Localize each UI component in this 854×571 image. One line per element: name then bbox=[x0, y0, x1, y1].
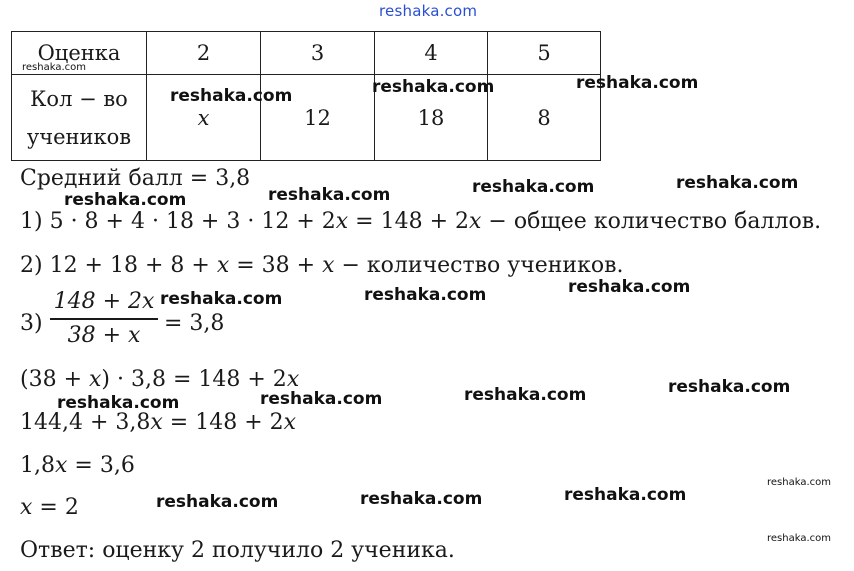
cell-grade: 5 bbox=[488, 32, 601, 75]
equation-1 bbox=[20, 367, 299, 392]
cell-grade: 4 bbox=[375, 32, 488, 75]
fraction-denominator: 38 + x bbox=[67, 323, 141, 348]
watermark: reshaka.com bbox=[170, 86, 293, 106]
watermark: reshaka.com bbox=[472, 177, 595, 197]
fraction-bar bbox=[50, 318, 158, 320]
eq2-a: 144,4 + 3,8 bbox=[20, 410, 151, 435]
cell-count: 8 bbox=[488, 75, 601, 161]
watermark: reshaka.com bbox=[676, 173, 799, 193]
cell-grade: 2 bbox=[147, 32, 261, 75]
watermark-small: reshaka.com bbox=[767, 533, 831, 544]
step-1-suffix: − общее количество баллов. bbox=[481, 209, 822, 234]
watermark: reshaka.com bbox=[564, 485, 687, 505]
table-row-counts bbox=[12, 75, 601, 161]
eq1-b: ) · 3,8 = 148 + 2 bbox=[101, 367, 287, 392]
watermark: reshaka.com bbox=[268, 185, 391, 205]
cell-watermark: reshaka.com bbox=[22, 62, 86, 73]
eq3-a: 1,8 bbox=[20, 453, 55, 478]
equation-2 bbox=[20, 410, 296, 435]
cell-label-count bbox=[12, 75, 147, 161]
cell-label-grade bbox=[12, 32, 147, 75]
label-count-line1: Кол − во bbox=[30, 86, 128, 111]
watermark: reshaka.com bbox=[360, 489, 483, 509]
step-3-fraction bbox=[48, 288, 160, 350]
var-x: x bbox=[335, 209, 349, 234]
var-x: x bbox=[286, 367, 300, 392]
cell-count: 12 bbox=[261, 75, 375, 161]
step-2-mid: = 38 + bbox=[229, 253, 323, 278]
step-2 bbox=[20, 253, 623, 278]
average-line: Средний балл = 3,8 bbox=[20, 166, 251, 191]
table-row-grades bbox=[12, 32, 601, 75]
watermark: reshaka.com bbox=[568, 277, 691, 297]
eq2-b: = 148 + 2 bbox=[162, 410, 284, 435]
watermark: reshaka.com bbox=[64, 190, 187, 210]
step-3-rhs: = 3,8 bbox=[164, 311, 225, 336]
step-2-suffix: − количество учеников. bbox=[334, 253, 624, 278]
watermark: reshaka.com bbox=[464, 385, 587, 405]
watermark: reshaka.com bbox=[260, 389, 383, 409]
eq1-a: (38 + bbox=[20, 367, 89, 392]
equation-3 bbox=[20, 453, 135, 478]
equation-4 bbox=[20, 495, 79, 520]
step-2-prefix: 2) 12 + 18 + 8 + bbox=[20, 253, 217, 278]
label-count-line2: учеников bbox=[26, 124, 132, 149]
watermark: reshaka.com bbox=[372, 77, 495, 97]
header-watermark: reshaka.com bbox=[379, 2, 478, 20]
cell-grade: 3 bbox=[261, 32, 375, 75]
var-x: x bbox=[55, 453, 68, 478]
watermark-small: reshaka.com bbox=[767, 477, 831, 488]
var-x: x bbox=[283, 410, 297, 435]
step-1-prefix: 1) 5 · 8 + 4 · 18 + 3 · 12 + 2 bbox=[20, 209, 336, 234]
answer-line: Ответ: оценку 2 получило 2 ученика. bbox=[20, 538, 455, 563]
var-x: x bbox=[150, 410, 163, 435]
var-x: x bbox=[20, 495, 33, 520]
var-x: x bbox=[322, 253, 335, 278]
step-1 bbox=[20, 209, 821, 234]
watermark: reshaka.com bbox=[576, 73, 699, 93]
cell-count: x bbox=[147, 75, 261, 161]
var-x: x bbox=[216, 253, 230, 278]
watermark: reshaka.com bbox=[156, 492, 279, 512]
cell-count: 18 bbox=[375, 75, 488, 161]
fraction-numerator: 148 + 2x bbox=[53, 289, 155, 314]
grades-table bbox=[11, 31, 601, 161]
watermark: reshaka.com bbox=[364, 285, 487, 305]
watermark: reshaka.com bbox=[57, 393, 180, 413]
watermark: reshaka.com bbox=[668, 377, 791, 397]
step-1-mid: = 148 + 2 bbox=[348, 209, 469, 234]
label-grade: Оценка bbox=[37, 41, 121, 65]
watermark: reshaka.com bbox=[160, 289, 283, 309]
eq3-b: = 3,6 bbox=[67, 453, 135, 478]
eq4-b: = 2 bbox=[32, 495, 79, 520]
step-3-label: 3) bbox=[20, 311, 43, 336]
var-x: x bbox=[89, 367, 102, 392]
var-x: x bbox=[469, 209, 482, 234]
